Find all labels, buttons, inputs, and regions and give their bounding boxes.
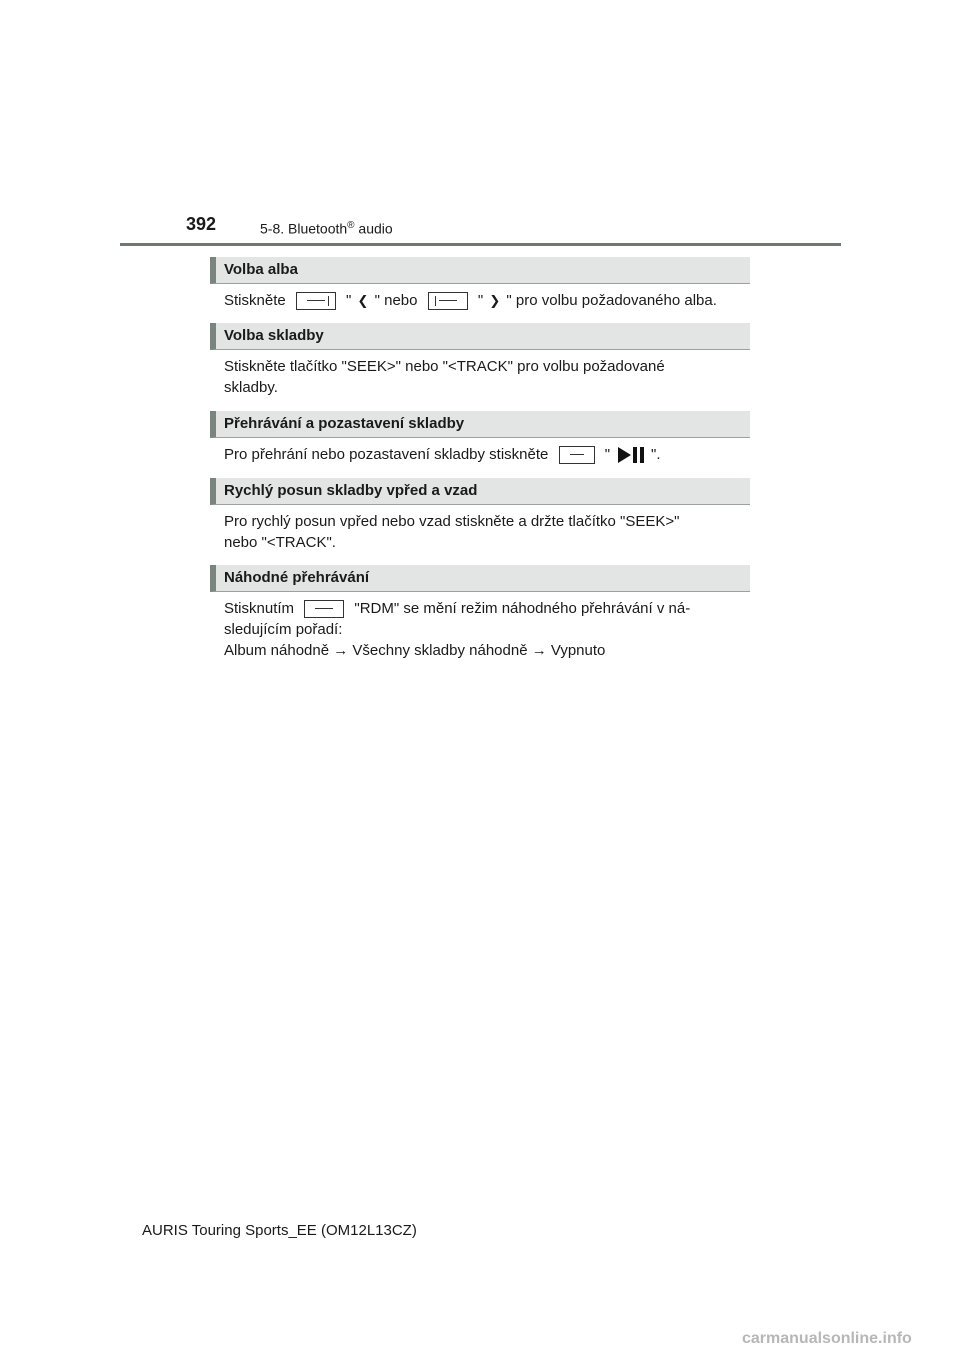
steering-switch-right-icon [428,292,468,310]
section-label [260,220,393,237]
text: " nebo [374,292,418,309]
heading-nahodne: Náhodné přehrávání [210,565,750,592]
para-volba-skladby [224,356,746,398]
text: " [346,292,352,309]
heading-volba-alba: Volba alba [210,257,750,284]
para-rychly-posun [224,511,746,553]
steering-switch-icon [304,600,344,618]
para-nahodne [224,598,746,661]
text: ". [651,446,661,463]
footer: AURIS Touring Sports_EE (OM12L13CZ) [142,1222,417,1239]
para-volba-alba [224,290,746,311]
section-label-prefix: 5-8. Bluetooth [260,220,348,237]
heading-volba-skladby: Volba skladby [210,323,750,350]
pause-icon [633,447,645,463]
heading-prehravani: Přehrávání a pozastavení skladby [210,411,750,438]
text: " [477,292,484,309]
chevron-right-icon: ❯ [489,293,501,308]
section-label-suffix: audio [354,220,393,237]
text: Stisknutím [224,600,295,617]
text-line: Album náhodně → Všechny skladby náhodně → Vypnuto [224,642,606,659]
text-line: Pro rychlý posun vpřed nebo vzad stiskněte a držte tlačítko "SEEK>" [224,513,680,530]
text: " pro volbu požadovaného alba. [506,292,717,309]
text: "RDM" se mění režim náhodného přehrávání v ná- [354,600,691,617]
text-line: skladby. [224,379,278,396]
text-line: sledujícím pořadí: [224,621,343,638]
page-number: 392 [186,214,217,234]
text: Pro přehrání nebo pozastavení skladby stiskněte [224,446,549,463]
chevron-left-icon: ❮ [357,293,369,308]
text-line [224,598,746,619]
steering-switch-icon [559,446,595,464]
play-icon [618,447,631,463]
steering-switch-left-icon [296,292,336,310]
registered-mark: ® [347,220,355,231]
text-line: nebo "<TRACK". [224,534,336,551]
header-rule [120,243,841,246]
text: " [604,446,611,463]
text: Stiskněte [224,292,286,309]
watermark: carmanualsonline.info [742,1330,912,1347]
para-prehravani [224,444,746,465]
heading-rychly-posun: Rychlý posun skladby vpřed a vzad [210,478,750,505]
text-line: Stiskněte tlačítko "SEEK>" nebo "<TRACK" pro volbu požadované [224,358,665,375]
